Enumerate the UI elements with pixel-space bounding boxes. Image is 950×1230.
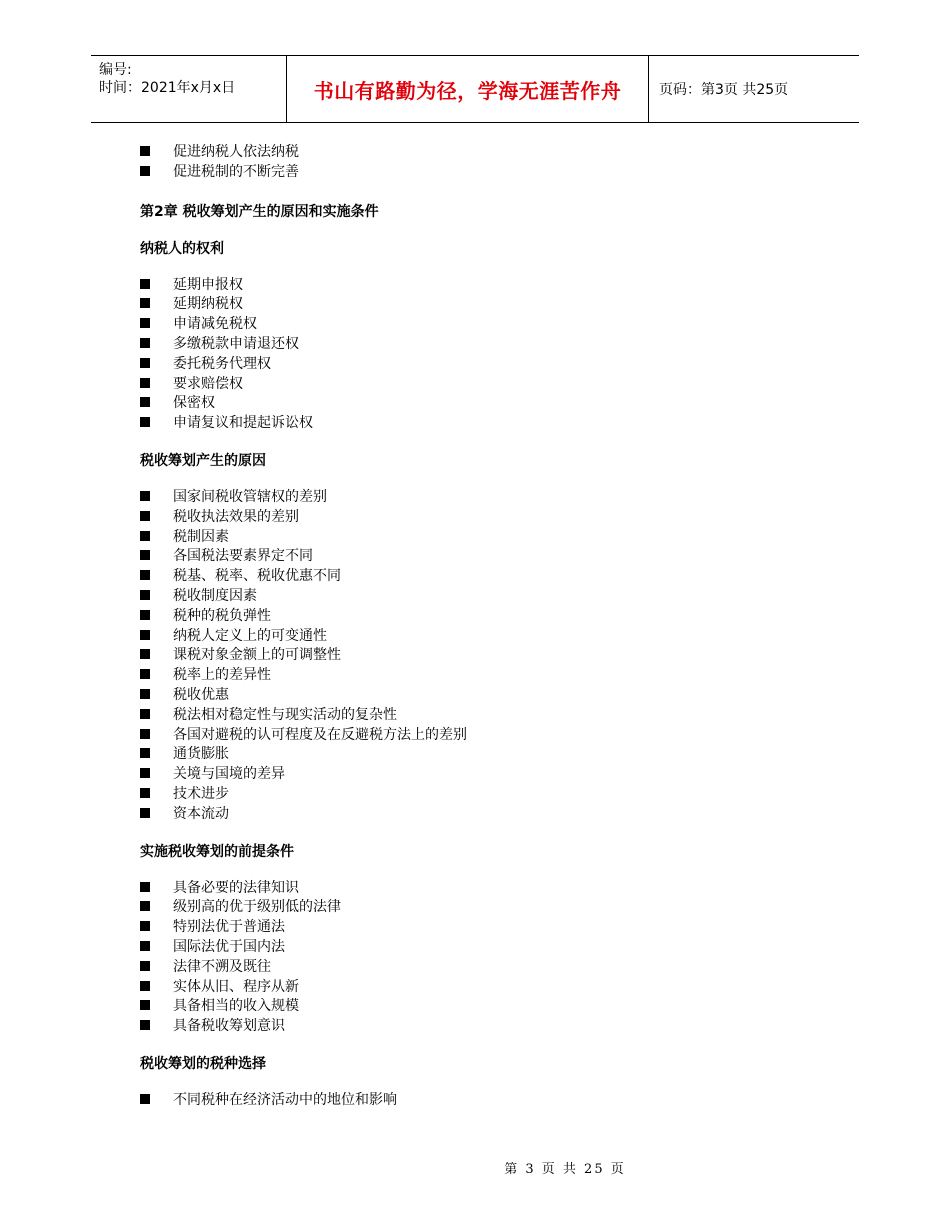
square-bullet-icon	[140, 417, 150, 427]
square-bullet-icon	[140, 901, 150, 911]
list-item	[140, 488, 820, 508]
list-item-text: 各国对避税的认可程度及在反避税方法上的差别	[173, 726, 467, 743]
square-bullet-icon	[140, 1020, 150, 1030]
square-bullet-icon	[140, 630, 150, 640]
header-page-info: 页码：第3页 共25页	[659, 82, 789, 98]
square-bullet-icon	[140, 709, 150, 719]
list-item	[140, 508, 820, 528]
list-item	[140, 765, 820, 785]
list-item	[140, 686, 820, 706]
list-item	[140, 978, 820, 998]
list-item	[140, 276, 820, 296]
section-title-causes: 税收筹划产生的原因	[140, 452, 266, 469]
square-bullet-icon	[140, 338, 150, 348]
square-bullet-icon	[140, 981, 150, 991]
square-bullet-icon	[140, 166, 150, 176]
square-bullet-icon	[140, 590, 150, 600]
list-item-text: 委托税务代理权	[173, 355, 271, 372]
list-item	[140, 414, 820, 434]
square-bullet-icon	[140, 808, 150, 818]
header-meta	[91, 56, 286, 122]
list-item	[140, 375, 820, 395]
page-footer: 第 3 页 共 25 页	[504, 1162, 626, 1177]
list-item-text: 关境与国境的差异	[173, 766, 285, 783]
list-item-text: 延期申报权	[173, 276, 243, 293]
list-item-text: 延期纳税权	[173, 296, 243, 313]
square-bullet-icon	[140, 610, 150, 620]
list-item-text: 税收制度因素	[173, 587, 257, 604]
square-bullet-icon	[140, 146, 150, 156]
list-item-text: 税收优惠	[173, 686, 229, 703]
list-item-text: 特别法优于普通法	[173, 919, 285, 936]
list-item	[140, 706, 820, 726]
square-bullet-icon	[140, 550, 150, 560]
list-item	[140, 785, 820, 805]
section-title-tax-selection: 税收筹划的税种选择	[140, 1055, 266, 1072]
list-item	[140, 666, 820, 686]
list-item-text: 税法相对稳定性与现实活动的复杂性	[173, 706, 397, 723]
list-item-text: 各国税法要素界定不同	[173, 548, 313, 565]
square-bullet-icon	[140, 961, 150, 971]
list-item	[140, 1091, 820, 1111]
list-item-text: 纳税人定义上的可变通性	[173, 627, 327, 644]
square-bullet-icon	[140, 491, 150, 501]
square-bullet-icon	[140, 378, 150, 388]
tax-selection-list	[140, 1091, 820, 1111]
list-item	[140, 898, 820, 918]
list-item	[140, 295, 820, 315]
list-item-text: 税收执法效果的差别	[173, 508, 299, 525]
square-bullet-icon	[140, 298, 150, 308]
list-item-text: 级别高的优于级别低的法律	[173, 899, 341, 916]
section-title-rights: 纳税人的权利	[140, 240, 224, 257]
list-item-text: 不同税种在经济活动中的地位和影响	[173, 1091, 397, 1108]
square-bullet-icon	[140, 729, 150, 739]
chapter-title: 第2章 税收筹划产生的原因和实施条件	[140, 203, 379, 220]
list-item-text: 保密权	[173, 395, 215, 412]
square-bullet-icon	[140, 358, 150, 368]
square-bullet-icon	[140, 531, 150, 541]
list-item	[140, 918, 820, 938]
list-item-text: 要求赔偿权	[173, 375, 243, 392]
list-item	[140, 627, 820, 647]
list-item-text: 实体从旧、程序从新	[173, 978, 299, 995]
causes-list	[140, 488, 820, 825]
list-item	[140, 1017, 820, 1037]
page-header	[91, 55, 859, 123]
list-item	[140, 879, 820, 899]
list-item-text: 多缴税款申请退还权	[173, 335, 299, 352]
square-bullet-icon	[140, 768, 150, 778]
square-bullet-icon	[140, 511, 150, 521]
list-item-text: 促进税制的不断完善	[173, 163, 299, 180]
list-item-text: 申请减免税权	[173, 316, 257, 333]
list-item-text: 税制因素	[173, 528, 229, 545]
list-item	[140, 805, 820, 825]
list-item-text: 具备税收筹划意识	[173, 1018, 285, 1035]
list-item	[140, 607, 820, 627]
list-item	[140, 315, 820, 335]
list-item	[140, 163, 820, 183]
square-bullet-icon	[140, 1094, 150, 1104]
list-item-text: 申请复议和提起诉讼权	[173, 415, 313, 432]
square-bullet-icon	[140, 649, 150, 659]
document-time-label: 时间：2021年x月x日	[99, 80, 236, 96]
list-item	[140, 143, 820, 163]
square-bullet-icon	[140, 279, 150, 289]
square-bullet-icon	[140, 941, 150, 951]
list-item-text: 国际法优于国内法	[173, 938, 285, 955]
list-item	[140, 547, 820, 567]
list-item-text: 促进纳税人依法纳税	[173, 144, 299, 160]
rights-list	[140, 276, 820, 434]
square-bullet-icon	[140, 788, 150, 798]
list-item	[140, 528, 820, 548]
preconditions-list	[140, 879, 820, 1037]
list-item	[140, 587, 820, 607]
square-bullet-icon	[140, 748, 150, 758]
list-item-text: 技术进步	[173, 785, 229, 802]
list-item	[140, 335, 820, 355]
square-bullet-icon	[140, 669, 150, 679]
list-item-text: 课税对象金额上的可调整性	[173, 647, 341, 664]
list-item	[140, 726, 820, 746]
list-item-text: 资本流动	[173, 805, 229, 822]
list-item	[140, 646, 820, 666]
list-item	[140, 394, 820, 414]
list-item	[140, 938, 820, 958]
list-item	[140, 745, 820, 765]
document-body	[140, 143, 820, 1111]
square-bullet-icon	[140, 397, 150, 407]
list-item-text: 国家间税收管辖权的差别	[173, 488, 327, 505]
list-item-text: 税率上的差异性	[173, 667, 271, 684]
intro-list	[140, 143, 820, 183]
section-title-preconditions: 实施税收筹划的前提条件	[140, 843, 294, 860]
list-item	[140, 355, 820, 375]
square-bullet-icon	[140, 570, 150, 580]
list-item	[140, 958, 820, 978]
list-item-text: 具备必要的法律知识	[173, 879, 299, 896]
square-bullet-icon	[140, 318, 150, 328]
square-bullet-icon	[140, 921, 150, 931]
document-number-label: 编号:	[99, 62, 132, 78]
list-item	[140, 567, 820, 587]
list-item-text: 税基、税率、税收优惠不同	[173, 568, 341, 585]
header-motto: 书山有路勤为径，学海无涯苦作舟	[313, 78, 622, 103]
list-item-text: 法律不溯及既往	[173, 958, 271, 975]
square-bullet-icon	[140, 882, 150, 892]
list-item-text: 通货膨胀	[173, 746, 229, 763]
list-item-text: 具备相当的收入规模	[173, 998, 299, 1015]
header-motto-cell	[286, 56, 649, 122]
square-bullet-icon	[140, 1000, 150, 1010]
square-bullet-icon	[140, 689, 150, 699]
list-item	[140, 997, 820, 1017]
list-item-text: 税种的税负弹性	[173, 607, 271, 624]
